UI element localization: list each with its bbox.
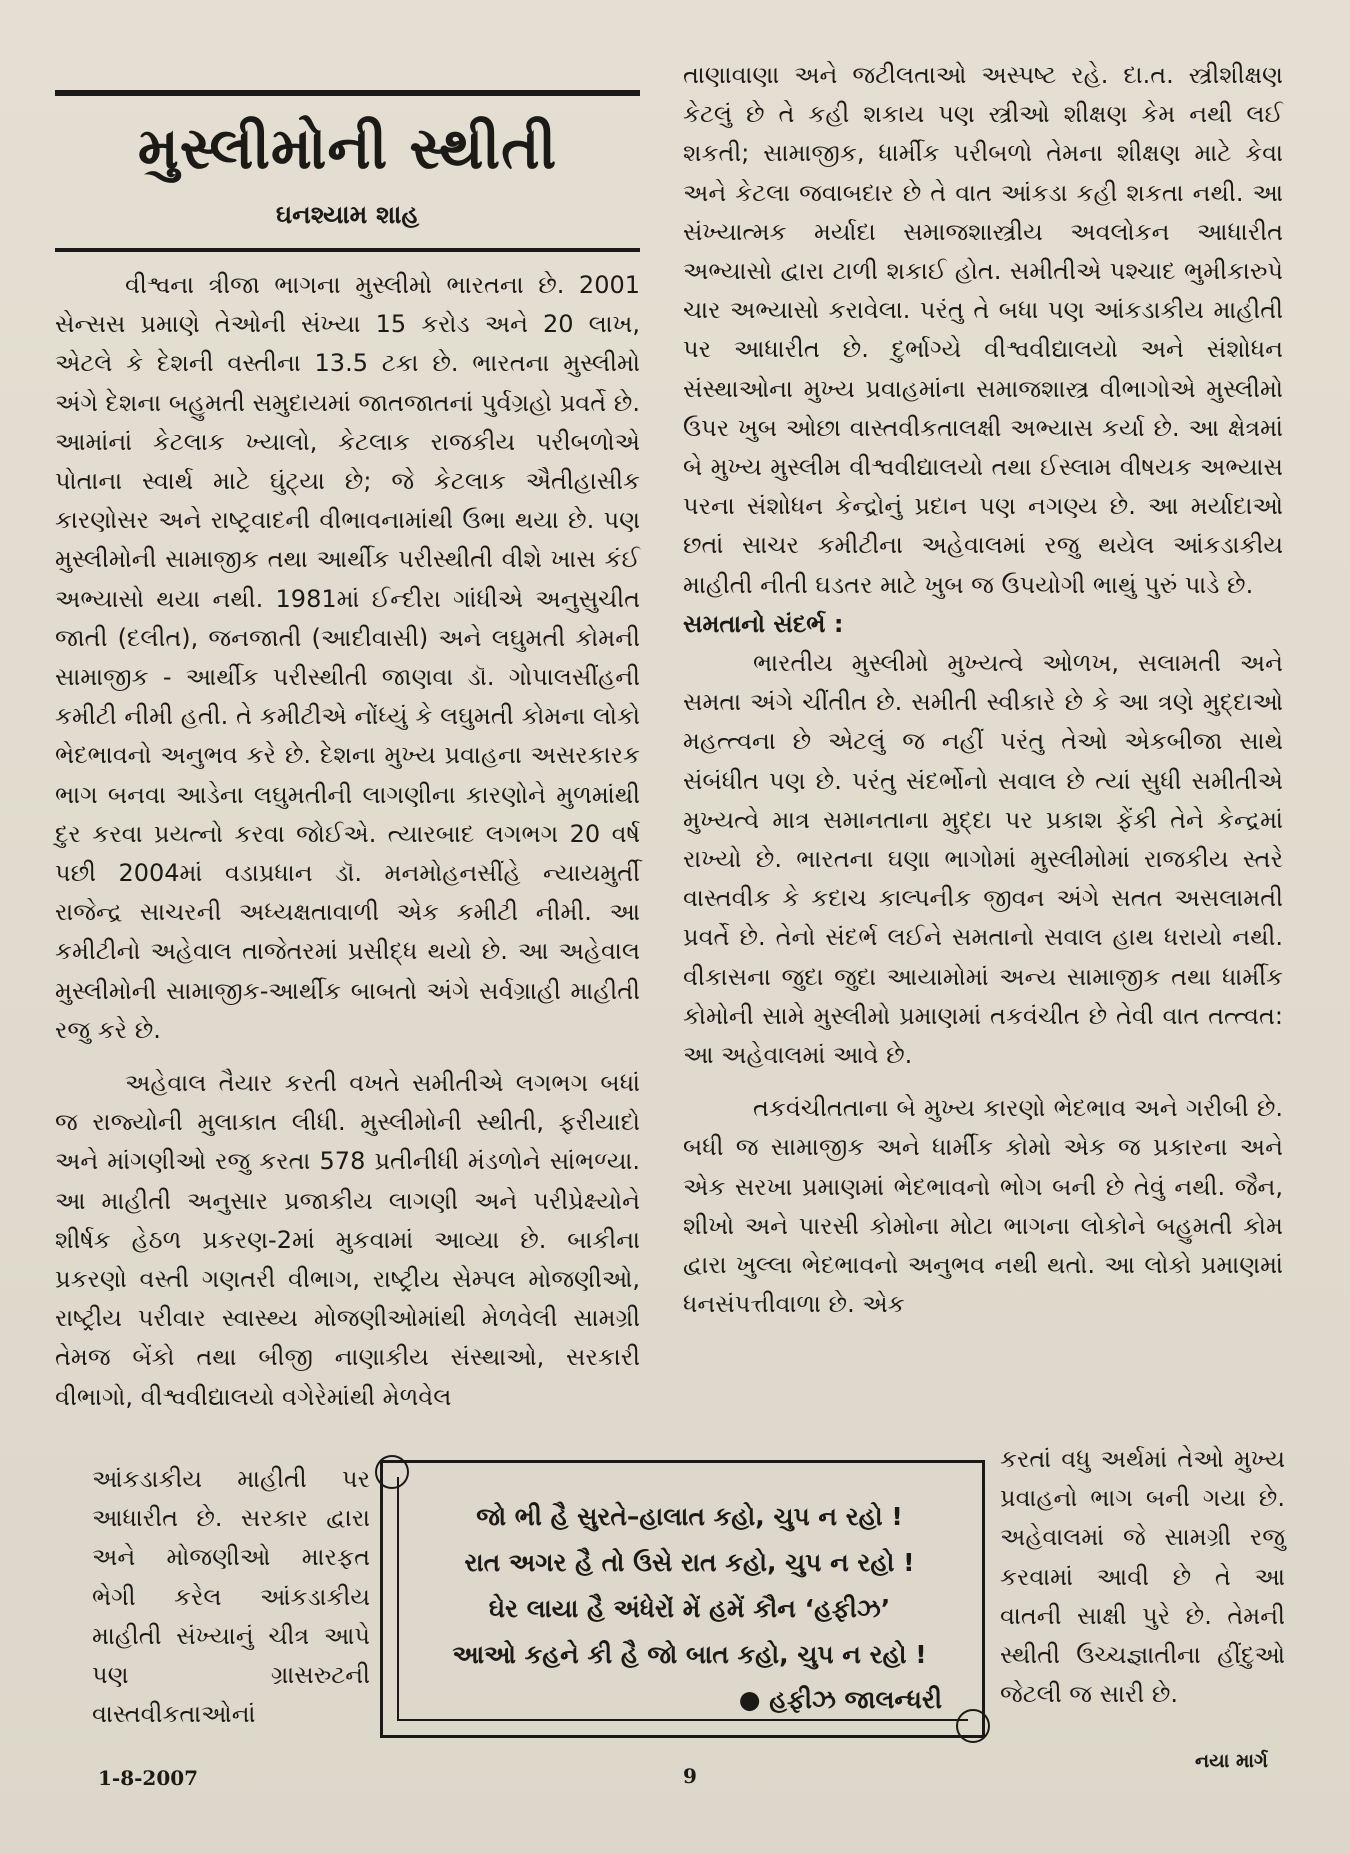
page-number: 9 xyxy=(683,1764,697,1788)
ornament-corner-icon xyxy=(375,1455,409,1489)
poem-line-2: રાત અગર હૈ તો ઉસે રાત કહો, ચુપ ન રહો ! xyxy=(464,1548,915,1577)
right-column xyxy=(683,56,1283,1325)
article-title: મુસ્લીમોની સ્થીતી xyxy=(137,114,558,182)
right-paragraph-3: તકવંચીતતાના બે મુખ્ય કારણો ભેદભાવ અને ગરીબી છે. બધી જ સામાજીક અને ધાર્મીક કોમો એક જ પ્રકારના અને એક સરખા પ્રમાણમાં ભેદભાવનો ભોગ બની છે તેવું નથી. જૈન, શીખો અને પારસી કોમોના મોટા ભાગના લોકોને બહુમતી કોમ દ્વારા ખુલ્લા ભેદભાવનો અનુભવ નથી થતો. આ લોકો પ્રમાણમાં ધનસંપત્તીવાળા છે. એક xyxy=(683,1094,1283,1319)
footer-date: 1-8-2007 xyxy=(98,1766,199,1790)
title-top-rule xyxy=(55,90,640,96)
ornament-corner-icon xyxy=(956,1709,990,1743)
title-bottom-rule xyxy=(55,248,640,252)
right-paragraph-2: ભારતીય મુસ્લીમો મુખ્યત્વે ઓળખ, સલામતી અને સમતા અંગે ચીંતીત છે. સમીતી સ્વીકારે છે કે આ ત્રણે મુદ્દાઓ મહત્ત્વના છે એટલું જ નહીં પરંતુ તેઓ એકબીજા સાથે સંબંધીત પણ છે. પરંતુ સંદર્ભોનો સવાલ છે ત્યાં સુધી સમીતીએ મુખ્યત્વે માત્ર સમાનતાના મુદ્દા પર પ્રકાશ ફેંકી તેને કેન્દ્રમાં રાખ્યો છે. ભારતના ઘણા ભાગોમાં મુસ્લીમોમાં રાજકીય સ્તરે વાસ્તવીક કે કદાચ કાલ્પનીક જીવન અંગે સતત અસલામતી પ્રવર્તે છે. તેનો સંદર્ભ લઈને સમતાનો સવાલ હાથ ધરાયો નથી. વીકાસના જુદા જુદા આયામોમાં અન્ય સામાજીક તથા ધાર્મીક કોમોની સામે મુસ્લીમો પ્રમાણમાં તકવંચીત છે તેવી વાત તત્ત્વત: આ અહેવાલમાં આવે છે. xyxy=(683,649,1283,1070)
left-paragraph-2: અહેવાલ તૈયાર કરતી વખતે સમીતીએ લગભગ બધાં જ રાજ્યોની મુલાકાત લીધી. મુસ્લીમોની સ્થીતી, ફરીયાદો અને માંગણીઓ રજુ કરતા 578 પ્રતીનીધી મંડળોને સાંભળ્યા. આ માહીતી અનુસાર પ્રજાકીય લાગણી અને પરીપ્રેક્ષ્યોને શીર્ષક હેઠળ પ્રકરણ-2માં મુકવામાં આવ્યા છે. બાકીના પ્રકરણો વસ્તી ગણતરી વીભાગ, રાષ્ટ્રીય સેમ્પલ મોજણીઓ, રાષ્ટ્રીય પરીવાર સ્વાસ્થ્ય મોજણીઓમાંથી મેળવેલી સામગ્રી તેમજ બેંકો તથા બીજી નાણાકીય સંસ્થાઓ, સરકારી વીભાગો, વીશ્વવીદ્યાલયો વગેરેમાંથી મેળવેલ xyxy=(55,1069,640,1411)
magazine-name: નયા માર્ગ xyxy=(1195,1750,1268,1772)
poem-attribution: ● હફીઝ જાલન્ધરી xyxy=(738,1685,942,1714)
bottom-right-text: કરતાં વધુ અર્થમાં તેઓ મુખ્ય પ્રવાહનો ભાગ બની ગયા છે. અહેવાલમાં જે સામગ્રી રજુ કરવામાં આવી છે તે આ વાતની સાક્ષી પુરે છે. તેમની સ્થીતી ઉચ્ચજ્ઞાતીના હીંદુઓ જેટલી જ સારી છે. xyxy=(1000,1445,1285,1709)
poem-line-3: ઘેર લાયા હૈ અંધેરોં મેં હમેં કૌન ‘હફીઝ’ xyxy=(488,1594,891,1623)
poem-line-1: જો ભી હૈ સુરતે–હાલાત કહો, ચુપ ન રહો ! xyxy=(476,1502,903,1531)
poem-line-4: આઓ કહને કી હૈ જો બાત કહો, ચુપ ન રહો ! xyxy=(452,1640,927,1669)
article-author: ઘનશ્યામ શાહ xyxy=(275,200,420,229)
right-paragraph-1: તાણાવાણા અને જટીલતાઓ અસ્પષ્ટ રહે. દા.ત. સ્ત્રીશીક્ષણ કેટલું છે તે કહી શકાય પણ સ્ત્રીઓ શીક્ષણ કેમ નથી લઈ શકતી; સામાજીક, ધાર્મીક પરીબળો તેમના શીક્ષણ માટે કેવા અને કેટલા જવાબદાર છે તે વાત આંકડા કહી શકતા નથી. આ સંખ્યાત્મક મર્યાદા સમાજશાસ્ત્રીય અવલોકન આધારીત અભ્યાસો દ્વારા ટાળી શકાઈ હોત. સમીતીએ પશ્ચાદ ભુમીકારુપે ચાર અભ્યાસો કરાવેલા. પરંતુ તે બધા પણ આંકડાકીય માહીતી પર આધારીત છે. દુર્ભાગ્યે વીશ્વવીદ્યાલયો અને સંશોધન સંસ્થાઓના મુખ્ય પ્રવાહમાંના સમાજશાસ્ત્ર વીભાગોએ મુસ્લીમો ઉપર ખુબ ઓછા વાસ્તવીકતાલક્ષી અભ્યાસ કર્યા છે. આ ક્ષેત્રમાં બે મુખ્ય મુસ્લીમ વીશ્વવીદ્યાલયો તથા ઈસ્લામ વીષયક અભ્યાસ પરના સંશોધન કેન્દ્રોનું પ્રદાન પણ નગણ્ય છે. આ મર્યાદાઓ છતાં સાચર કમીટીના અહેવાલમાં રજુ થયેલ આંકડાકીય માહીતી નીતી ઘડતર માટે ખુબ જ ઉપયોગી ભાથું પુરું પાડે છે. xyxy=(683,61,1283,599)
left-paragraph-1: વીશ્વના ત્રીજા ભાગના મુસ્લીમો ભારતના છે. 2001 સેન્સસ પ્રમાણે તેઓની સંખ્યા 15 કરોડ અને 20 લાખ, એટલે કે દેશની વસ્તીના 13.5 ટકા છે. ભારતના મુસ્લીમો અંગે દેશના બહુમતી સમુદાયમાં જાતજાતનાં પુર્વગ્રહો પ્રવર્તે છે. આમાંનાં કેટલાક ખ્યાલો, કેટલાક રાજકીય પરીબળોએ પોતાના સ્વાર્થ માટે ઘુંટ્યા છે; જે કેટલાક ઐતીહાસીક કારણોસર અને રાષ્ટ્રવાદની વીભાવનામાંથી ઉભા થયા છે. પણ મુસ્લીમોની સામાજીક તથા આર્થીક પરીસ્થીતી વીશે ખાસ કંઈ અભ્યાસો થયા નથી. 1981માં ઈન્દીરા ગાંધીએ અનુસુચીત જાતી (દલીત), જનજાતી (આદીવાસી) અને લઘુમતી કોમની સામાજીક - આર્થીક પરીસ્થીતી જાણવા ડૉ. ગોપાલસીંહની કમીટી નીમી હતી. તે કમીટીએ નોંધ્યું કે લઘુમતી કોમના લોકો ભેદભાવનો અનુભવ કરે છે. દેશના મુખ્ય પ્રવાહના અસરકારક ભાગ બનવા આડેના લઘુમતીની લાગણીના કારણોને મુળમાંથી દુર કરવા પ્રયત્નો કરવા જોઈએ. ત્યારબાદ લગભગ 20 વર્ષ પછી 2004માં વડાપ્રધાન ડૉ. મનમોહનસીંહે ન્યાયમુર્તી રાજેન્દ્ર સાચરની અધ્યક્ષતાવાળી એક કમીટી નીમી. આ કમીટીનો અહેવાલ તાજેતરમાં પ્રસીદ્ધ થયો છે. આ અહેવાલ મુસ્લીમોની સામાજીક-આર્થીક બાબતો અંગે સર્વગ્રાહી માહીતી રજુ કરે છે. xyxy=(55,271,640,1044)
left-column xyxy=(55,60,640,1417)
poem-box xyxy=(380,1460,985,1738)
section-subheading: સમતાનો સંદર્ભ : xyxy=(683,609,844,638)
bottom-left-text: આંકડાકીય માહીતી પર આધારીત છે. સરકાર દ્વારા અને મોજણીઓ મારફત ભેગી કરેલ આંકડાકીય માહીતી સંખ્યાનું ચીત્ર આપે પણ ગ્રાસરુટની વાસ્તવીકતાઓનાં xyxy=(92,1465,370,1729)
